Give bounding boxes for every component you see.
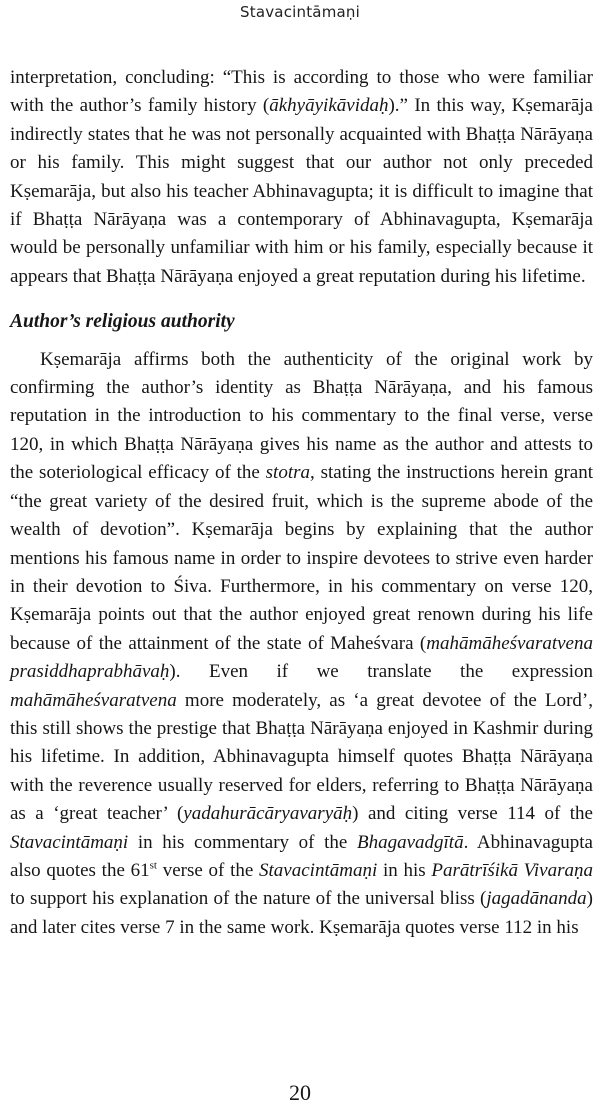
text-run: in his commentary of the (128, 831, 357, 853)
paragraph-2 (10, 346, 593, 943)
italic-term: ākhyāyikāvidaḥ (269, 95, 389, 117)
text-run: . Abhinavagupta also quotes the 61 (10, 831, 593, 881)
italic-term: mahāmāheśvaratvena prasiddhaprabhāvaḥ (10, 632, 593, 683)
text-run: ) and citing verse 114 of the (352, 803, 593, 825)
text-run: ) and later cites verse 7 in the same work. Kṣemarāja quotes verse 112 in his (10, 888, 593, 938)
text-run: Kṣemarāja affirms both the authenticity of the original work by confirming the author’s identity as Bhaṭṭa Nārāyaṇa, and his famous reputation in the introduction to his commentary to the final verse, verse 120, in which Bhaṭṭa Nārāyaṇa gives his name as the author and attests to the soteriological efficacy of the (10, 348, 593, 484)
italic-term: Parātrīśikā Vivaraṇa (431, 859, 593, 881)
text-run: , stating the instructions herein grant “the great variety of the desired fruit, which is the supreme abode of the wealth of devotion”. Kṣemarāja begins by explaining that the author mentions his famous name in order to inspire devotees to strive even harder in their devotion to Śiva. Furthermore, in his commentary on verse 120, Kṣemarāja points out that the author enjoyed great renown during his life because of the attainment of the state of Maheśvara ( (10, 462, 593, 654)
text-run: interpretation, concluding: “This is according to those who were familiar with the author’s family history ( (10, 67, 593, 117)
section-heading: Author’s religious authority (10, 311, 235, 333)
text-run: to support his explanation of the nature of the universal bliss ( (10, 888, 487, 910)
italic-term: stotra (265, 462, 311, 484)
text-run: ). Even if we translate the expression (169, 661, 593, 683)
page-number: 20 (289, 1080, 311, 1105)
text-run: ).” In this way, Kṣemarāja indirectly states that he was not personally acquainted with Bhaṭṭa Nārāyaṇa or his family. This might suggest that our author not only preceded Kṣemarāja, but also his teacher Abhinavagupta; it is difficult to imagine that if Bhaṭṭa Nārāyaṇa was a contemporary of Abhinavagupta, Kṣemarāja would be personally unfamiliar with him or his family, especially because it appears that Bhaṭṭa Nārāyaṇa enjoyed a great reputation during his lifetime. (10, 95, 593, 287)
text-run: verse of the (156, 859, 260, 881)
paragraph-1 (10, 64, 593, 291)
page-body (10, 64, 593, 942)
italic-term: Stavacintāmaṇi (10, 831, 129, 853)
italic-term: jagadānanda (486, 888, 587, 910)
text-run: in his (377, 859, 432, 881)
italic-term: Stavacintāmaṇi (259, 859, 378, 881)
italic-term: mahāmāheśvaratvena (10, 689, 177, 711)
italic-term: Bhagavadgītā (356, 831, 464, 853)
text-run: more moderately, as ‘a great devotee of the Lord’, this still shows the prestige that Bhaṭṭa Nārāyaṇa enjoyed in Kashmir during his lifetime. In addition, Abhinavagupta himself quotes Bhaṭṭa Nārāyaṇa with the reverence usually reserved for elders, referring to Bhaṭṭa Nārāyaṇa as a ‘great teacher’ ( (10, 689, 593, 825)
ordinal-suffix: st (149, 859, 157, 872)
running-head: Stavacintāmaṇi (240, 3, 360, 21)
italic-term: yadahurācāryavaryāḥ (183, 803, 353, 825)
